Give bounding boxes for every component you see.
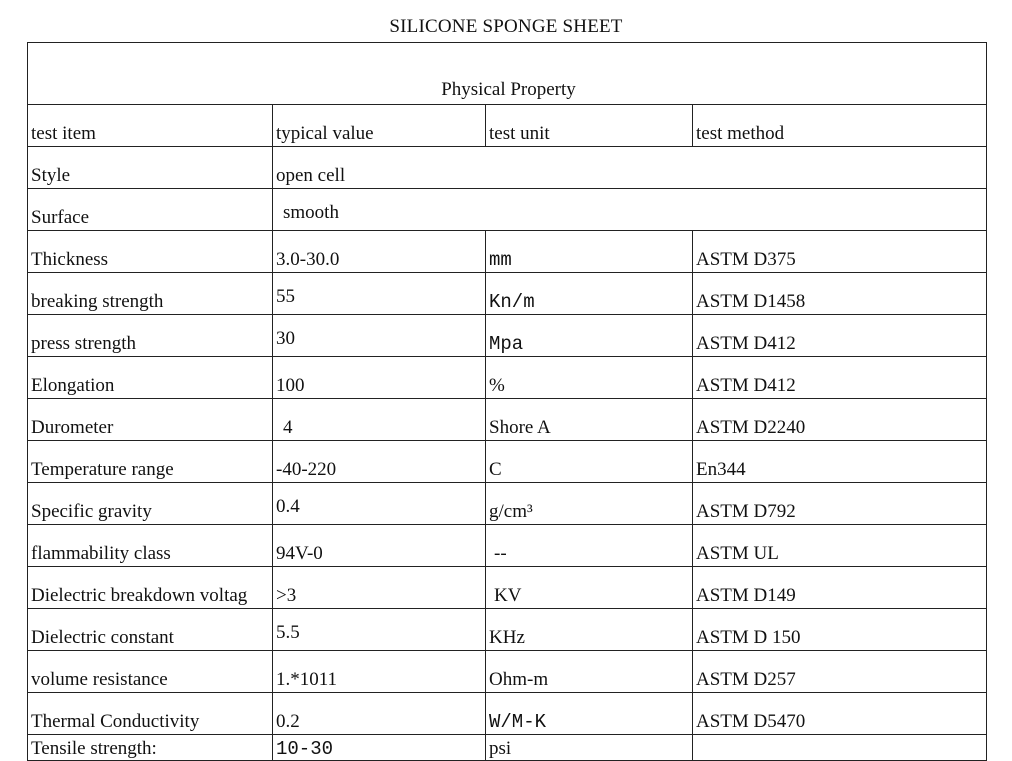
document-title: SILICONE SPONGE SHEET: [389, 16, 623, 37]
table-row: [28, 357, 987, 399]
row-test-item: volume resistance: [28, 651, 273, 693]
row-typical-value: 4: [273, 399, 486, 441]
row-test-item: press strength: [28, 315, 273, 357]
row-test-item: Thickness: [28, 231, 273, 273]
row-test-method: ASTM D257: [693, 651, 987, 693]
row-test-method: ASTM D2240: [693, 399, 987, 441]
row-test-item: Thermal Conductivity: [28, 693, 273, 735]
value-text: 0.4: [276, 496, 300, 517]
row-test-unit: mm: [486, 231, 693, 273]
row-test-method: ASTM UL: [693, 525, 987, 567]
row-test-item: Temperature range: [28, 441, 273, 483]
row-typical-value: [273, 189, 987, 231]
row-test-unit: Shore A: [486, 399, 693, 441]
row-test-item: Dielectric constant: [28, 609, 273, 651]
row-test-method: ASTM D412: [693, 315, 987, 357]
table-row: [28, 567, 987, 609]
table-row: [28, 441, 987, 483]
row-test-unit: Ohm-m: [486, 651, 693, 693]
row-test-method: ASTM D792: [693, 483, 987, 525]
row-test-unit: --: [486, 525, 693, 567]
table-row: [28, 147, 987, 189]
row-test-item: breaking strength: [28, 273, 273, 315]
row-test-item: Style: [28, 147, 273, 189]
row-test-method: ASTM D412: [693, 357, 987, 399]
header-typical-value: typical value: [273, 105, 486, 147]
table-row: [28, 609, 987, 651]
row-test-unit: g/cm³: [486, 483, 693, 525]
table-row: [28, 273, 987, 315]
row-test-unit: KHz: [486, 609, 693, 651]
value-text: 5.5: [276, 622, 300, 643]
row-test-method: ASTM D149: [693, 567, 987, 609]
physical-property-table: [27, 42, 987, 761]
row-test-item: Specific gravity: [28, 483, 273, 525]
row-typical-value: 3.0-30.0: [273, 231, 486, 273]
table-row: [28, 315, 987, 357]
row-test-unit: Mpa: [486, 315, 693, 357]
row-test-unit: C: [486, 441, 693, 483]
row-typical-value: -40-220: [273, 441, 486, 483]
section-heading-row: [28, 43, 987, 105]
table-row: [28, 651, 987, 693]
row-test-method: ASTM D375: [693, 231, 987, 273]
row-test-item: Durometer: [28, 399, 273, 441]
header-test-unit: test unit: [486, 105, 693, 147]
table-row: [28, 231, 987, 273]
header-test-item: test item: [28, 105, 273, 147]
row-test-method: ASTM D1458: [693, 273, 987, 315]
row-typical-value: >3: [273, 567, 486, 609]
row-test-unit: Kn/m: [486, 273, 693, 315]
table-header-row: [28, 105, 987, 147]
row-test-method: ASTM D 150: [693, 609, 987, 651]
row-typical-value: [273, 315, 486, 357]
row-test-unit: psi: [486, 735, 693, 761]
table-row: [28, 399, 987, 441]
value-text: 55: [276, 286, 295, 307]
row-typical-value: [273, 483, 486, 525]
header-test-method: test method: [693, 105, 987, 147]
row-test-item: Tensile strength:: [28, 735, 273, 761]
row-test-item: Dielectric breakdown voltag: [28, 567, 273, 609]
row-test-method: [693, 735, 987, 761]
surface-value: smooth: [283, 202, 339, 223]
row-test-unit: KV: [486, 567, 693, 609]
row-test-method: En344: [693, 441, 987, 483]
table-row: [28, 525, 987, 567]
row-test-item: Surface: [28, 189, 273, 231]
row-typical-value: open cell: [273, 147, 987, 189]
table-row: [28, 189, 987, 231]
table-row: [28, 483, 987, 525]
section-heading: Physical Property: [28, 43, 987, 105]
row-typical-value: 0.2: [273, 693, 486, 735]
row-typical-value: 94V-0: [273, 525, 486, 567]
row-test-unit: W/M-K: [486, 693, 693, 735]
row-typical-value: 100: [273, 357, 486, 399]
row-typical-value: 1.*1011: [273, 651, 486, 693]
value-text: 30: [276, 328, 295, 349]
row-test-item: flammability class: [28, 525, 273, 567]
table-row: [28, 693, 987, 735]
row-test-method: ASTM D5470: [693, 693, 987, 735]
table-row: [28, 735, 987, 761]
row-test-item: Elongation: [28, 357, 273, 399]
row-typical-value: [273, 273, 486, 315]
row-typical-value: [273, 609, 486, 651]
row-test-unit: %: [486, 357, 693, 399]
row-typical-value: 10-30: [273, 735, 486, 761]
